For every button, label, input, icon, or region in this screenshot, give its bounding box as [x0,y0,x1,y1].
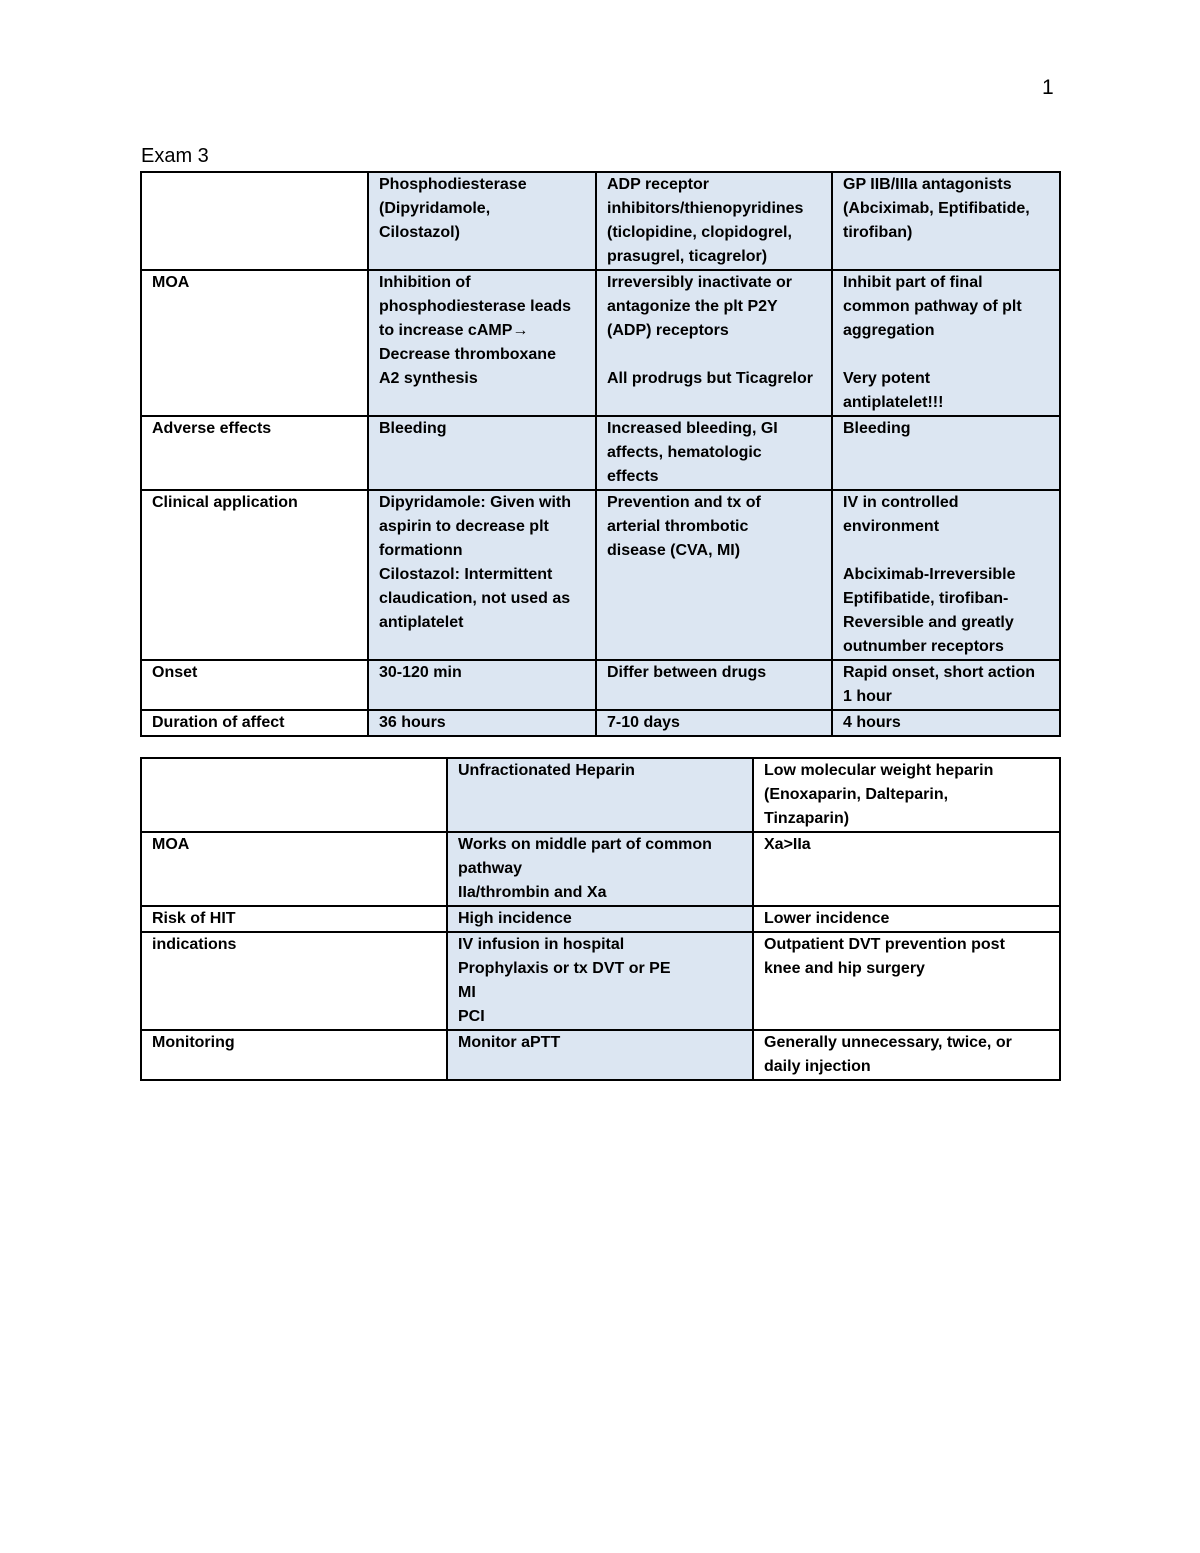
row-label-duration-of-affect: Duration of affect [141,710,368,736]
table-cell: Dipyridamole: Given with aspirin to decrease plt formationn Cilostazol: Intermittent claudication, not used as antiplatelet [368,490,596,660]
row-label-monitoring: Monitoring [141,1030,447,1080]
table-cell: Inhibit part of final common pathway of plt aggregation Very potent antiplatelet!!! [832,270,1060,416]
row-label-moa: MOA [141,832,447,906]
table-cell: Lower incidence [753,906,1060,932]
table-cell: 36 hours [368,710,596,736]
table-cell: Monitor aPTT [447,1030,753,1080]
document-title: Exam 3 [141,145,209,167]
table-cell: Irreversibly inactivate or antagonize the plt P2Y (ADP) receptors All prodrugs but Ticagrelor [596,270,832,416]
table-row [141,906,1060,932]
table-cell: Bleeding [832,416,1060,490]
header-cell-low-molecular-weight-heparin: Low molecular weight heparin (Enoxaparin, Dalteparin, Tinzaparin) [753,758,1060,832]
antiplatelet-comparison-table [140,171,1061,737]
table-cell: Works on middle part of common pathway IIa/thrombin and Xa [447,832,753,906]
table-cell: Inhibition of phosphodiesterase leads to increase cAMP→ Decrease thromboxane A2 synthesis [368,270,596,416]
heparin-comparison-table [140,757,1061,1081]
table-cell: Increased bleeding, GI affects, hematologic effects [596,416,832,490]
table-cell: Rapid onset, short action 1 hour [832,660,1060,710]
header-cell-empty [141,758,447,832]
header-cell-adp-receptor-inhibitors: ADP receptor inhibitors/thienopyridines (ticlopidine, clopidogrel, prasugrel, ticagrelor) [596,172,832,270]
table-row [141,832,1060,906]
row-label-moa: MOA [141,270,368,416]
table-cell: 7-10 days [596,710,832,736]
table-cell: IV in controlled environment Abciximab-Irreversible Eptifibatide, tirofiban- Reversible and greatly outnumber receptors [832,490,1060,660]
header-cell-empty [141,172,368,270]
table-cell: 30-120 min [368,660,596,710]
table-cell: High incidence [447,906,753,932]
row-label-risk-of-hit: Risk of HIT [141,906,447,932]
table-cell: Bleeding [368,416,596,490]
table-cell: Generally unnecessary, twice, or daily injection [753,1030,1060,1080]
row-label-onset: Onset [141,660,368,710]
table-row [141,660,1060,710]
row-label-indications: indications [141,932,447,1030]
table-header-row [141,758,1060,832]
table-cell: Outpatient DVT prevention post knee and hip surgery [753,932,1060,1030]
table-row [141,932,1060,1030]
table-cell: IV infusion in hospital Prophylaxis or tx DVT or PE MI PCI [447,932,753,1030]
header-cell-gp-iib-iiia-antagonists: GP IIB/IIIa antagonists (Abciximab, Eptifibatide, tirofiban) [832,172,1060,270]
table-row [141,270,1060,416]
header-cell-phosphodiesterase: Phosphodiesterase (Dipyridamole, Cilostazol) [368,172,596,270]
row-label-adverse-effects: Adverse effects [141,416,368,490]
header-cell-unfractionated-heparin: Unfractionated Heparin [447,758,753,832]
table-row [141,1030,1060,1080]
table-header-row [141,172,1060,270]
row-label-clinical-application: Clinical application [141,490,368,660]
page-number: 1 [1042,76,1054,99]
table-row [141,490,1060,660]
table-cell: Xa>IIa [753,832,1060,906]
table-cell: 4 hours [832,710,1060,736]
table-row [141,710,1060,736]
table-cell: Differ between drugs [596,660,832,710]
table-cell: Prevention and tx of arterial thrombotic disease (CVA, MI) [596,490,832,660]
table-row [141,416,1060,490]
